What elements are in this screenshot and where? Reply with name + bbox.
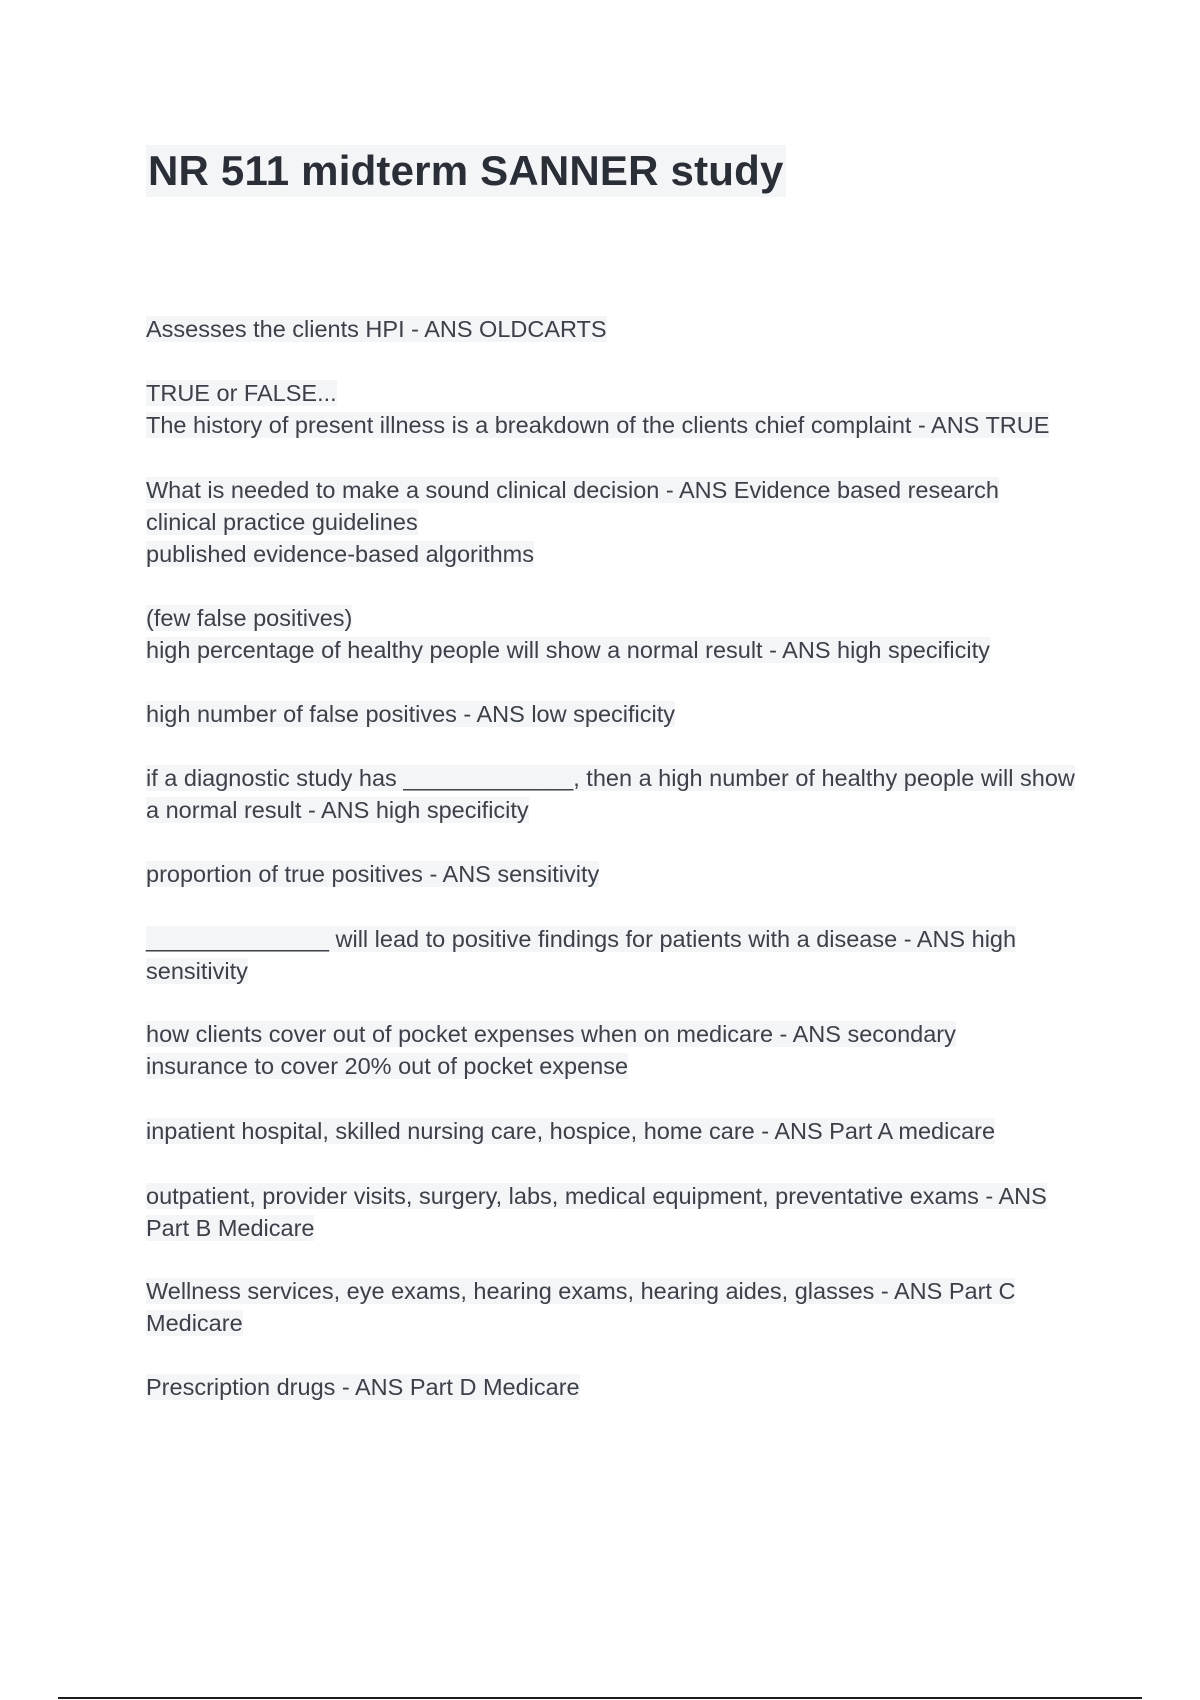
qa-line: The history of present illness is a breakdown of the clients chief complaint - ANS TRUE — [146, 412, 1050, 438]
qa-item-10 — [146, 1115, 1096, 1147]
qa-item-9 — [146, 1018, 1096, 1082]
qa-item-2 — [146, 377, 1096, 441]
qa-line: if a diagnostic study has _____________, then a high number of healthy people will show — [146, 765, 1075, 791]
qa-line: a normal result - ANS high specificity — [146, 797, 529, 823]
qa-line: clinical practice guidelines — [146, 509, 418, 535]
qa-item-1 — [146, 313, 1096, 345]
qa-line: TRUE or FALSE... — [146, 380, 337, 406]
qa-item-8 — [146, 923, 1096, 987]
qa-line: insurance to cover 20% out of pocket expense — [146, 1053, 629, 1079]
footer-divider — [58, 1697, 1142, 1699]
qa-item-12 — [146, 1275, 1096, 1339]
qa-line: Wellness services, eye exams, hearing exams, hearing aides, glasses - ANS Part C — [146, 1278, 1016, 1304]
qa-line: Assesses the clients HPI - ANS OLDCARTS — [146, 316, 607, 342]
qa-line: published evidence-based algorithms — [146, 541, 534, 567]
qa-line: high number of false positives - ANS low specificity — [146, 701, 675, 727]
qa-line: proportion of true positives - ANS sensitivity — [146, 861, 600, 887]
qa-line: high percentage of healthy people will show a normal result - ANS high specificity — [146, 637, 990, 663]
qa-line: sensitivity — [146, 958, 248, 984]
qa-item-4 — [146, 602, 1096, 666]
qa-line: inpatient hospital, skilled nursing care, hospice, home care - ANS Part A medicare — [146, 1118, 996, 1144]
qa-line: Medicare — [146, 1310, 243, 1336]
qa-item-11 — [146, 1180, 1096, 1244]
document-title: NR 511 midterm SANNER study — [146, 145, 786, 197]
qa-item-7 — [146, 858, 1096, 890]
qa-item-5 — [146, 698, 1096, 730]
qa-line: outpatient, provider visits, surgery, labs, medical equipment, preventative exams - ANS — [146, 1183, 1047, 1209]
qa-line: Prescription drugs - ANS Part D Medicare — [146, 1374, 580, 1400]
qa-line: how clients cover out of pocket expenses when on medicare - ANS secondary — [146, 1021, 956, 1047]
qa-line: Part B Medicare — [146, 1215, 315, 1241]
qa-line: (few false positives) — [146, 605, 353, 631]
qa-item-13 — [146, 1371, 1096, 1403]
qa-line: What is needed to make a sound clinical decision - ANS Evidence based research — [146, 477, 999, 503]
qa-item-3 — [146, 474, 1096, 570]
qa-line: ______________ will lead to positive findings for patients with a disease - ANS high — [146, 926, 1017, 952]
qa-item-6 — [146, 762, 1096, 826]
